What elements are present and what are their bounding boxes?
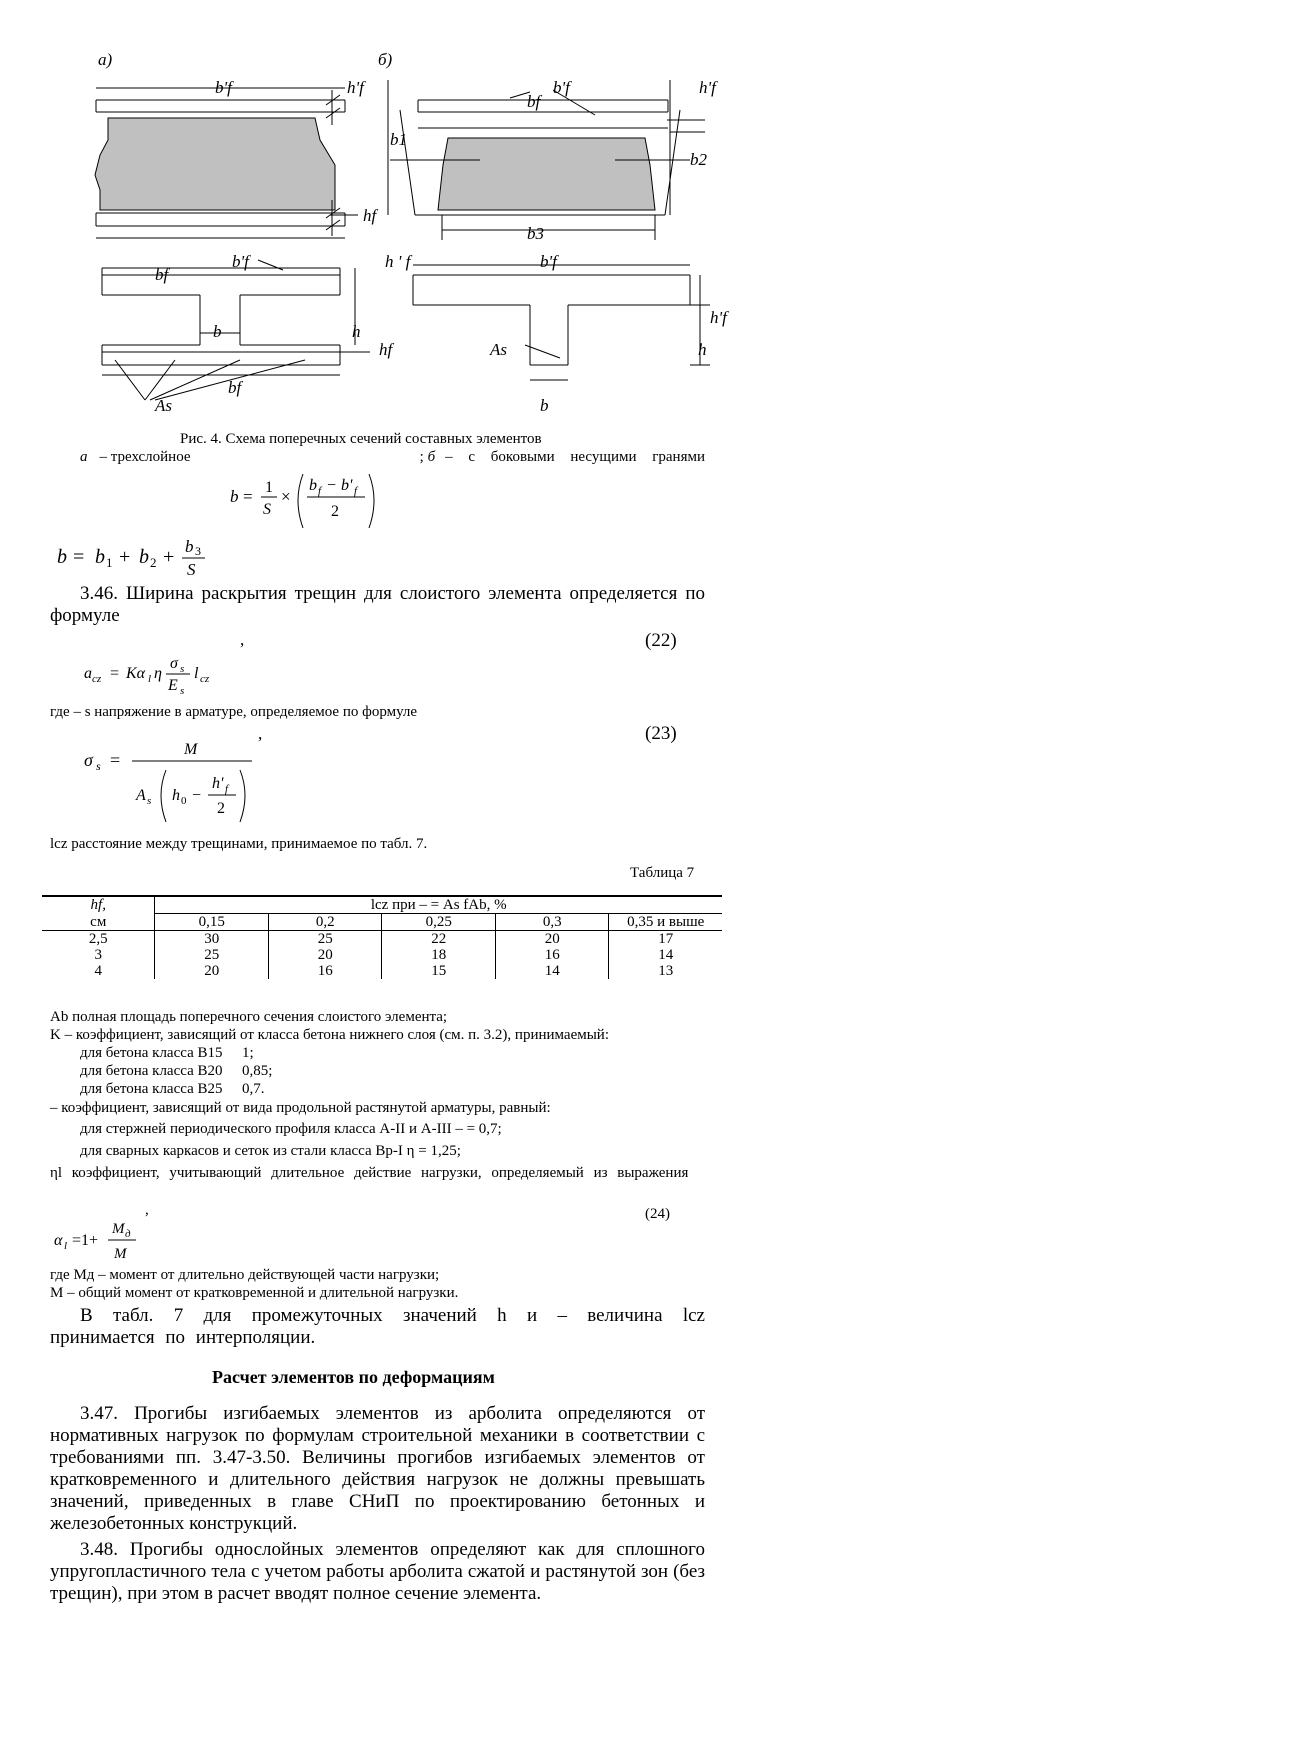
- section-346-text: 3.46. Ширина раскрытия трещин для слоистого элемента определяется по формуле: [50, 583, 705, 626]
- table-cell: 14: [658, 947, 674, 963]
- cross-section-figure: [0, 0, 1300, 430]
- svg-text:+: +: [163, 546, 175, 568]
- label-hf-prime-b: h'f: [699, 78, 716, 97]
- svg-text:b: b: [230, 487, 239, 506]
- label-as-c: As: [155, 396, 172, 415]
- table-cell: 13: [658, 963, 674, 979]
- eq-23-number: (23): [645, 723, 677, 744]
- svg-text:η: η: [154, 665, 162, 682]
- table-col-0: 0,15: [155, 914, 269, 931]
- svg-text:д: д: [125, 1228, 131, 1240]
- svg-text:f: f: [354, 485, 358, 497]
- k-row-2-value: 0,7.: [242, 1081, 265, 1097]
- table-row: [42, 963, 722, 979]
- table-cell: 14: [495, 963, 609, 979]
- table-row: [42, 931, 722, 948]
- label-b3: b3: [527, 224, 544, 243]
- svg-text:−: −: [192, 787, 202, 804]
- svg-text:Kα: Kα: [126, 665, 146, 682]
- label-as-d: As: [490, 340, 507, 359]
- svg-text:=: =: [73, 546, 85, 568]
- table-cell: 22: [382, 931, 496, 948]
- svg-text:2: 2: [217, 800, 225, 817]
- caption-sub-a: – трехслойное: [99, 449, 191, 465]
- label-bf-c-top: bf: [155, 265, 169, 284]
- label-bf-prime-a: b'f: [215, 78, 232, 97]
- label-b1: b1: [390, 130, 407, 149]
- table-cell: 16: [495, 947, 609, 963]
- svg-text:S: S: [187, 560, 196, 579]
- note-md: где Mд – момент от длительно действующей части нагрузки;: [50, 1267, 440, 1283]
- k-row-1-value: 0,85;: [242, 1063, 273, 1079]
- table-header-cm: см: [42, 914, 155, 931]
- figure-caption-sub: а – трехслойное ; б – с боковыми несущими гранями: [80, 449, 705, 465]
- table-cell-h: 4: [42, 963, 155, 979]
- svg-text:b: b: [95, 546, 105, 568]
- lcz-text: lcz расстояние между трещинами, принимаемое по табл. 7.: [50, 836, 428, 852]
- table-col-3: 0,3: [495, 914, 609, 931]
- svg-text:cz: cz: [92, 673, 102, 685]
- svg-text:=1+: =1+: [72, 1232, 99, 1249]
- table-header-h-line1: hf,: [90, 897, 106, 914]
- note-eta-1: для стержней периодического профиля класса А-II и А-III – = 0,7;: [80, 1121, 502, 1137]
- svg-text:b: b: [57, 546, 67, 568]
- svg-text:3: 3: [195, 544, 201, 558]
- table-row: [42, 947, 722, 963]
- table-cell: 15: [382, 963, 496, 979]
- table-cell: 17: [658, 931, 674, 947]
- svg-text:σ: σ: [84, 750, 93, 770]
- section-b-side-walls: [388, 80, 705, 240]
- svg-text:σ: σ: [170, 655, 178, 672]
- note-k: K – коэффициент, зависящий от класса бетона нижнего слоя (см. п. 3.2), принимаемый:: [50, 1027, 610, 1043]
- svg-text:M: M: [112, 1221, 125, 1237]
- svg-text:S: S: [263, 501, 271, 518]
- svg-text:s: s: [96, 759, 101, 773]
- label-hf-prime-a: h'f: [347, 78, 364, 97]
- table-cell: 18: [382, 947, 496, 963]
- equation-22: [80, 648, 250, 698]
- svg-text:h: h: [172, 787, 180, 804]
- svg-text:M: M: [184, 741, 198, 758]
- svg-text:1: 1: [106, 555, 113, 570]
- panel-b-label: б): [378, 50, 393, 69]
- label-hf-c: hf: [379, 340, 393, 359]
- table-cell-h: 2,5: [42, 931, 155, 948]
- label-h-d: h: [698, 340, 707, 359]
- label-b2: b2: [690, 150, 707, 169]
- note-ab: Ab полная площадь поперечного сечения слоистого элемента;: [50, 1009, 448, 1025]
- label-hf-a: hf: [363, 206, 377, 225]
- table-7: [42, 895, 722, 979]
- svg-text:b: b: [185, 537, 194, 556]
- svg-text:=: =: [243, 487, 253, 506]
- table-cell-h: 3: [42, 947, 155, 963]
- table-col-2: 0,25: [382, 914, 496, 931]
- k-row-0-value: 1;: [242, 1045, 254, 1061]
- svg-text:l: l: [194, 665, 199, 682]
- svg-text:b': b': [341, 477, 353, 494]
- table-header-group: lcz при – = As fAb, %: [155, 896, 722, 914]
- label-bf-b: bf: [527, 92, 541, 111]
- label-h-c: h: [352, 322, 361, 341]
- note-m: M – общий момент от кратковременной и длительной нагрузки.: [50, 1285, 459, 1301]
- eq-24-comma: ,: [145, 1202, 149, 1218]
- figure-caption: Рис. 4. Схема поперечных сечений составных элементов: [180, 431, 542, 447]
- label-bf-c-bottom: bf: [228, 378, 242, 397]
- table-cell: 20: [155, 963, 269, 979]
- svg-text:1: 1: [265, 479, 273, 496]
- label-bf-prime-d: b'f: [540, 252, 557, 271]
- table-cell: 20: [268, 947, 382, 963]
- label-b-c: b: [213, 322, 222, 341]
- interpolation-text: В табл. 7 для промежуточных значений h и – величина lcz принимается по интерполяции.: [50, 1305, 705, 1348]
- note-eta: – коэффициент, зависящий от вида продольной растянутой арматуры, равный:: [50, 1100, 551, 1116]
- svg-text:A: A: [136, 787, 146, 804]
- table-cell: 25: [155, 947, 269, 963]
- label-h-prime-f-c: h ' f: [385, 252, 411, 271]
- formula-b-side-walls: [225, 470, 395, 535]
- table-col-4: 0,35 и выше: [627, 914, 705, 930]
- table-cell: 16: [268, 963, 382, 979]
- svg-text:−: −: [327, 477, 337, 494]
- k-row-0-label: для бетона класса В15: [80, 1045, 223, 1061]
- table-7-title: Таблица 7: [630, 865, 695, 881]
- svg-text:M: M: [114, 1246, 127, 1262]
- eq-22-number: (22): [645, 630, 677, 651]
- svg-text:+: +: [119, 546, 131, 568]
- k-row-2-label: для бетона класса В25: [80, 1081, 223, 1097]
- table-cell: 25: [268, 931, 382, 948]
- label-bf-prime-b: b'f: [553, 78, 570, 97]
- equation-24: [50, 1215, 160, 1265]
- svg-text:E: E: [168, 677, 178, 694]
- table-cell: 30: [155, 931, 269, 948]
- eq-23-comma: ,: [258, 724, 263, 743]
- label-hf-prime-d: h'f: [710, 308, 727, 327]
- svg-text:a: a: [84, 665, 92, 682]
- eq-24-number: (24): [645, 1206, 670, 1222]
- note-eta-2: для сварных каркасов и сеток из стали класса Вр-I η = 1,25;: [80, 1143, 461, 1159]
- table-cell: 20: [495, 931, 609, 948]
- note-eta-l: ηl коэффициент, учитывающий длительное действие нагрузки, определяемый из выражения: [50, 1165, 689, 1181]
- svg-text:α: α: [54, 1232, 63, 1249]
- label-bf-prime-c: b'f: [232, 252, 249, 271]
- section-347-text: 3.47. Прогибы изгибаемых элементов из арболита определяются от нормативных нагрузок по формулам строительной механики в соответствии с требованиями пп. 3.47-3.50. Величины прогибов изгибаемых элементов от кратковременного и длительного действия нагрузок не должны превышать значений, приведенных в главе СНиП по проектированию бетонных и железобетонных конструкций.: [50, 1403, 705, 1534]
- svg-text:f: f: [318, 485, 322, 497]
- caption-sub-b: – с боковыми несущими гранями: [445, 449, 705, 465]
- label-b-d: b: [540, 396, 549, 415]
- svg-text:s: s: [147, 795, 152, 807]
- eq-22-comma: ,: [240, 630, 245, 649]
- section-d-t-beam: [413, 265, 710, 380]
- svg-text:h': h': [212, 775, 224, 792]
- caption-sub-a-label: а: [80, 449, 88, 465]
- svg-text:l: l: [64, 1240, 68, 1252]
- svg-text:2: 2: [331, 503, 339, 520]
- section-a-three-layer: [95, 88, 358, 238]
- svg-text:cz: cz: [200, 673, 210, 685]
- where-sigma-text: где – s напряжение в арматуре, определяемое по формуле: [50, 704, 418, 720]
- caption-sub-b-label: б: [427, 449, 436, 465]
- svg-text:×: ×: [281, 487, 291, 506]
- panel-a-label: а): [98, 50, 113, 69]
- table-col-1: 0,2: [268, 914, 382, 931]
- equation-23: [80, 740, 270, 830]
- section-348-text: 3.48. Прогибы однослойных элементов определяют как для сплошного упругопластичного тела с учетом работы арболита сжатой и растянутой зон (без трещин), при этом в расчет вводят полное сечение элемента.: [50, 1539, 705, 1604]
- k-row-1-label: для бетона класса В20: [80, 1063, 223, 1079]
- svg-text:b: b: [309, 477, 317, 494]
- svg-text:0: 0: [181, 795, 187, 807]
- svg-text:s: s: [180, 685, 185, 697]
- table-header-h: [42, 896, 155, 914]
- svg-text:s: s: [180, 663, 185, 675]
- formula-b-sum: [55, 535, 235, 580]
- section-heading-deformations: Расчет элементов по деформациям: [212, 1367, 495, 1387]
- svg-text:=: =: [110, 750, 121, 770]
- svg-text:b: b: [139, 546, 149, 568]
- svg-text:l: l: [148, 673, 152, 685]
- svg-text:=: =: [110, 665, 120, 682]
- svg-text:f: f: [225, 783, 229, 795]
- svg-text:2: 2: [150, 555, 157, 570]
